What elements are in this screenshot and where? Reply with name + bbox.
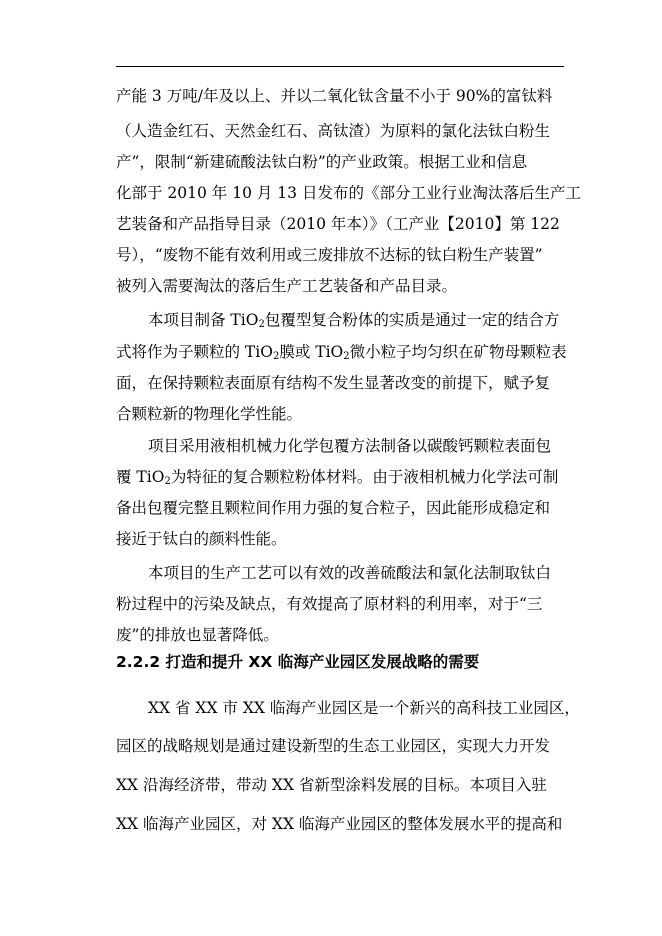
text-line: 被列入需要淘汰的落后生产工艺装备和产品目录。 [116, 277, 458, 295]
text-line: 面，在保持颗粒表面原有结构不发生显著改变的前提下，赋予复 [116, 374, 551, 392]
text-line: 备出包覆完整且颗粒间作用力强的复合粒子，因此能形成稳定和 [116, 499, 551, 517]
text-line: XX 沿海经济带，带动 XX 省新型涂料发展的目标。本项目入驻 [116, 776, 547, 794]
header-rule [116, 66, 564, 67]
section-heading: 2.2.2 打造和提升 XX 临海产业园区发展战略的需要 [116, 653, 480, 671]
text-line: 园区的战略规划是通过建设新型的生态工业园区，实现大力开发 [116, 737, 551, 755]
text-line: 本项目制备 TiO$_2$包覆型复合粉体的实质是通过一定的结合方 [148, 311, 560, 330]
text-line: 号），“废物不能有效利用或三废排放不达标的钛白粉生产装置” [116, 246, 543, 264]
text-line: 化部于 2010 年 10 月 13 日发布的《部分工业行业淘汰落后生产工 [116, 184, 581, 202]
text-line: （人造金红石、天然金红石、高钛渣）为原料的氯化法钛白粉生 [116, 122, 551, 140]
text-line: 项目采用液相机械力化学包覆方法制备以碳酸钙颗粒表面包 [148, 437, 552, 455]
text-line: 合颗粒新的物理化学性能。 [116, 405, 303, 423]
text-line: 覆 TiO$_2$为特征的复合颗粒粉体材料。由于液相机械力化学法可制 [116, 468, 559, 487]
text-line: 艺装备和产品指导目录（2010 年本）》（工产业【2010】第 122 [116, 215, 560, 233]
text-line: 产能 3 万吨/年及以上、并以二氧化钛含量不小于 90%的富钛料 [116, 87, 553, 105]
text-line: 产”，限制“新建硫酸法钛白粉”的产业政策。根据工业和信息 [116, 153, 528, 171]
text-line: 本项目的生产工艺可以有效的改善硫酸法和氯化法制取钛白 [148, 564, 552, 582]
text-line: 接近于钛白的颜料性能。 [116, 530, 287, 548]
text-line: 式将作为子颗粒的 TiO$_2$膜或 TiO$_2$微小粒子均匀织在矿物母颗粒表 [116, 343, 567, 362]
text-line: XX 临海产业园区，对 XX 临海产业园区的整体发展水平的提高和 [116, 815, 563, 833]
text-line: 粉过程中的污染及缺点，有效提高了原材料的利用率，对于“三 [116, 595, 543, 613]
text-line: 废”的排放也显著降低。 [116, 626, 279, 644]
text-line: XX 省 XX 市 XX 临海产业园区是一个新兴的高科技工业园区， [148, 699, 580, 717]
